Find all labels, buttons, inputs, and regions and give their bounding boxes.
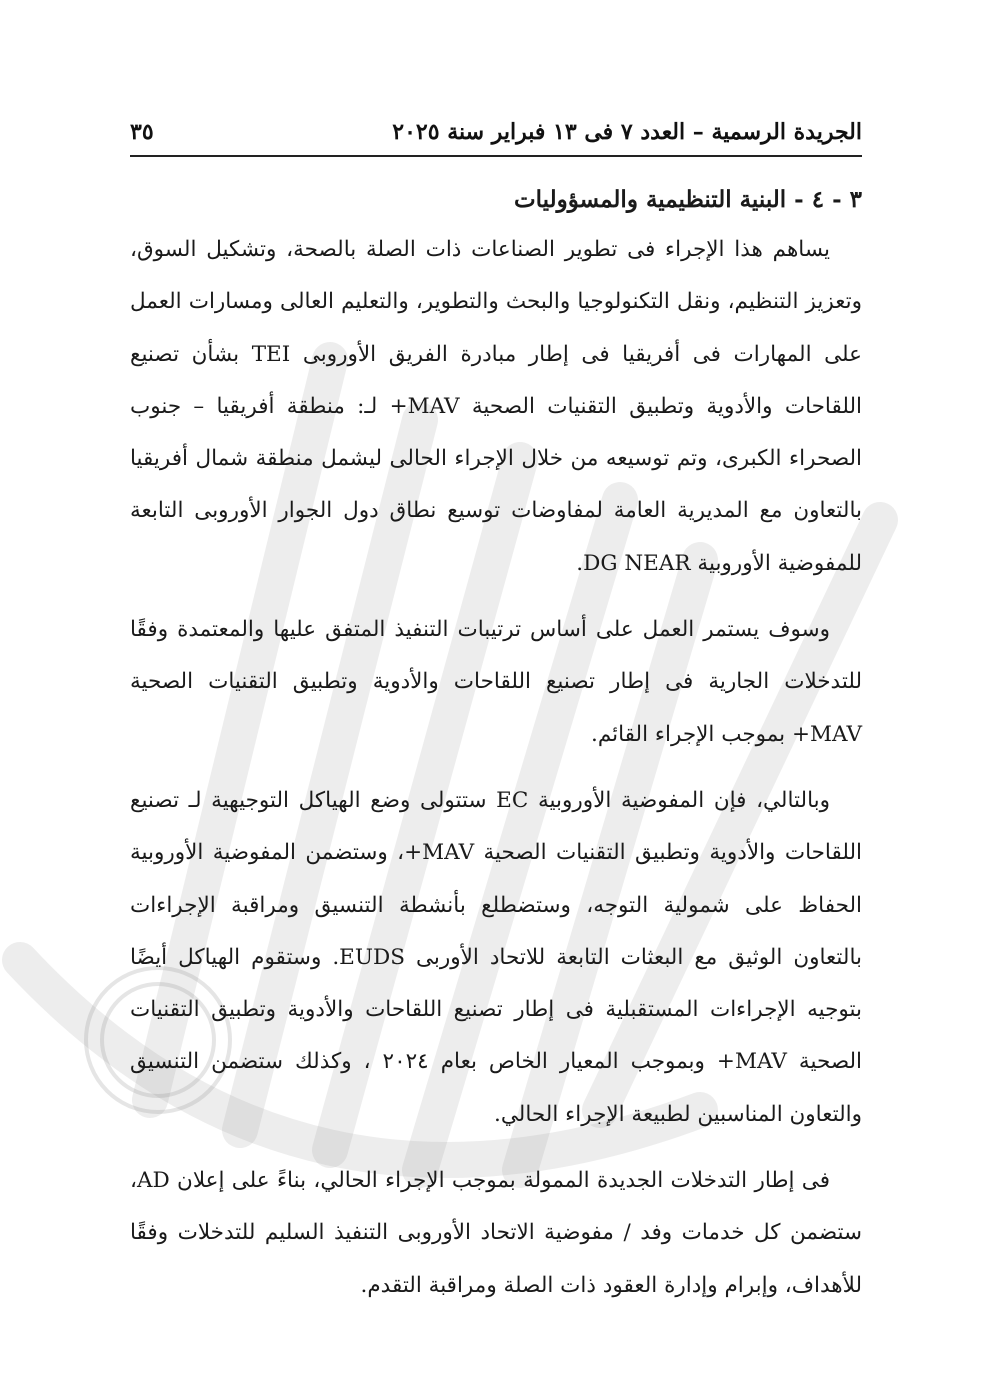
section-heading: ٣ - ٤ - البنية التنظيمية والمسؤوليات bbox=[514, 186, 862, 213]
header-divider bbox=[130, 155, 862, 157]
paragraph: فى إطار التدخلات الجديدة الممولة بموجب الإجراء الحالي، بناءً على إعلان AD، ستضمن كل خدمات وفد / مفوضية الاتحاد الأوروبى التنفيذ السليم للتدخلات وفقًا للأهداف، وإبرام وإدارة العقود ذات الصلة ومراقبة التقدم. bbox=[130, 1168, 862, 1298]
paragraph: وسوف يستمر العمل على أساس ترتيبات التنفيذ المتفق عليها والمعتمدة وفقًا للتدخلات الجارية فى إطار تصنيع اللقاحات والأدوية وتطبيق التقنيات الصحية MAV+ بموجب الإجراء القائم. bbox=[130, 617, 862, 747]
paragraph: وبالتالي، فإن المفوضية الأوروبية EC ستتولى وضع الهياكل التوجيهية لـ تصنيع اللقاحات والأدوية وتطبيق التقنيات الصحية MAV+، وستضمن المفوضية الأوروبية الحفاظ على شمولية التوجه، وستضطلع بأنشطة التنسيق ومراقبة الإجراءات بالتعاون الوثيق مع البعثات التابعة للاتحاد الأوربى EUDS. وستقوم الهياكل أيضًا بتوجيه الإجراءات المستقبلية فى إطار تصنيع اللقاحات والأدوية وتطبيق التقنيات الصحية MAV+ وبموجب المعيار الخاص بعام ٢٠٢٤ ، وكذلك ستضمن التنسيق والتعاون المناسبين لطبيعة الإجراء الحالي. bbox=[130, 787, 862, 1127]
paragraph: يساهم هذا الإجراء فى تطوير الصناعات ذات الصلة بالصحة، وتشكيل السوق، وتعزيز التنظيم، ونقل التكنولوجيا والبحث والتطوير، والتعليم العالى ومسارات العمل على المهارات فى أفريقيا فى إطار مبادرة الفريق الأوروبى TEI بشأن تصنيع اللقاحات والأدوية وتطبيق التقنيات الصحية MAV+ لـ: منطقة أفريقيا – جنوب الصحراء الكبرى، وتم توسيعه من خلال الإجراء الحالى ليشمل منطقة شمال أفريقيا بالتعاون مع المديرية العامة لمفاوضات توسيع نطاق دول الجوار الأوروبى التابعة للمفوضية الأوروبية DG NEAR. bbox=[130, 237, 862, 576]
page-header bbox=[130, 112, 862, 152]
document-body bbox=[130, 176, 862, 1312]
page-number: ٣٥ bbox=[130, 119, 154, 145]
header-title: الجريدة الرسمية – العدد ٧ فى ١٣ فبراير سنة ٢٠٢٥ bbox=[392, 119, 862, 145]
